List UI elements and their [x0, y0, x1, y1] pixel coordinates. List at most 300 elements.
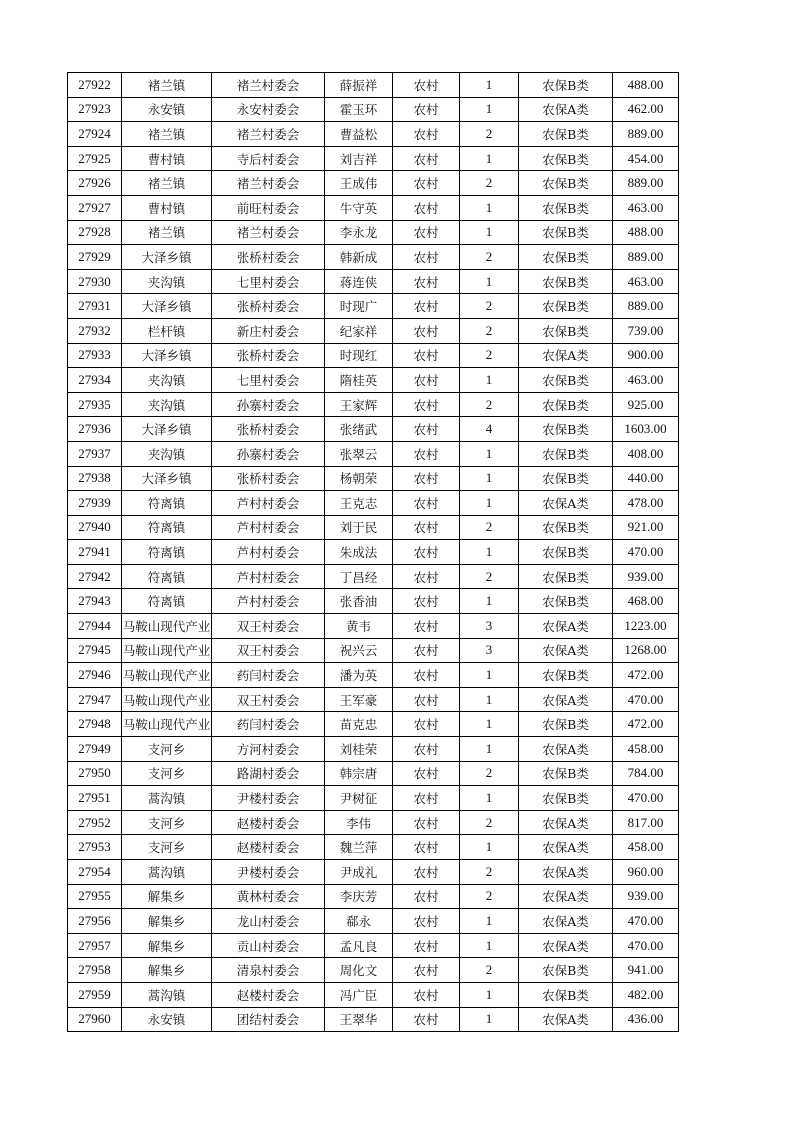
person-name: 魏兰萍	[339, 840, 378, 856]
area-type: 农村	[413, 692, 439, 708]
insurance-category: 农保A类	[542, 692, 589, 708]
village-committee: 张桥村委会	[236, 471, 300, 487]
insurance-category: 农保B类	[542, 717, 589, 733]
person-name-cell	[325, 860, 393, 885]
village-committee: 孙寨村委会	[236, 397, 300, 413]
row-id-cell	[68, 687, 122, 712]
person-name-cell	[325, 515, 393, 540]
table-row	[68, 614, 679, 639]
table-row	[68, 515, 679, 540]
person-name-cell	[325, 195, 393, 220]
table-row	[68, 761, 679, 786]
amount-cell	[613, 195, 679, 220]
insurance-category: 农保B类	[542, 520, 589, 536]
amount: 784.00	[627, 765, 664, 781]
area-type: 农村	[413, 446, 439, 462]
area-type-cell	[393, 958, 460, 983]
insurance-category-cell	[519, 368, 613, 393]
village-committee-cell	[212, 97, 325, 122]
household-count: 1	[485, 593, 493, 609]
row-id: 27933	[78, 347, 111, 363]
household-count: 1	[485, 740, 493, 756]
row-id-cell	[68, 515, 122, 540]
insurance-category: 农保B类	[542, 791, 589, 807]
person-name-cell	[325, 122, 393, 147]
table-row	[68, 97, 679, 122]
insurance-category: 农保B类	[542, 323, 589, 339]
table-row	[68, 810, 679, 835]
village-committee-cell	[212, 884, 325, 909]
household-count: 2	[485, 765, 493, 781]
town-cell	[122, 712, 212, 737]
area-type-cell	[393, 712, 460, 737]
village-committee-cell	[212, 933, 325, 958]
amount-cell	[613, 540, 679, 565]
town: 符离镇	[147, 495, 186, 511]
row-id-cell	[68, 638, 122, 663]
town: 曹村镇	[147, 151, 186, 167]
insurance-category-cell	[519, 712, 613, 737]
amount-cell	[613, 884, 679, 909]
row-id: 27941	[78, 544, 111, 560]
household-count-cell	[460, 417, 519, 442]
area-type: 农村	[413, 299, 439, 315]
village-committee-cell	[212, 220, 325, 245]
amount: 468.00	[627, 593, 664, 609]
household-count-cell	[460, 860, 519, 885]
town-cell	[122, 761, 212, 786]
row-id-cell	[68, 589, 122, 614]
table-row	[68, 884, 679, 909]
row-id-cell	[68, 982, 122, 1007]
village-committee-cell	[212, 245, 325, 270]
area-type: 农村	[413, 864, 439, 880]
row-id: 27953	[78, 839, 111, 855]
row-id-cell	[68, 491, 122, 516]
person-name-cell	[325, 712, 393, 737]
amount-cell	[613, 73, 679, 98]
household-count-cell	[460, 368, 519, 393]
town: 夹沟镇	[147, 274, 186, 290]
amount: 941.00	[627, 962, 664, 978]
village-committee: 尹楼村委会	[236, 791, 300, 807]
village-committee: 双王村委会	[236, 643, 300, 659]
row-id-cell	[68, 417, 122, 442]
household-count-cell	[460, 343, 519, 368]
area-type: 农村	[413, 963, 439, 979]
insurance-category-cell	[519, 195, 613, 220]
household-count: 1	[485, 839, 493, 855]
town-cell	[122, 564, 212, 589]
table-row	[68, 73, 679, 98]
village-committee: 双王村委会	[236, 618, 300, 634]
village-committee: 褚兰村委会	[236, 176, 300, 192]
table-row	[68, 245, 679, 270]
row-id: 27937	[78, 445, 111, 461]
person-name-cell	[325, 982, 393, 1007]
row-id: 27924	[78, 125, 111, 141]
household-count-cell	[460, 392, 519, 417]
row-id: 27936	[78, 421, 111, 437]
amount: 488.00	[627, 76, 664, 92]
household-count: 1	[485, 790, 493, 806]
amount-cell	[613, 638, 679, 663]
village-committee-cell	[212, 269, 325, 294]
insurance-category-cell	[519, 614, 613, 639]
town: 符离镇	[147, 569, 186, 585]
area-type: 农村	[413, 791, 439, 807]
village-committee-cell	[212, 909, 325, 934]
person-name: 薛振祥	[339, 77, 378, 93]
insurance-category: 农保A类	[542, 102, 589, 118]
area-type: 农村	[413, 938, 439, 954]
area-type-cell	[393, 171, 460, 196]
row-id-cell	[68, 269, 122, 294]
village-committee: 赵楼村委会	[236, 815, 300, 831]
town: 支河乡	[147, 815, 186, 831]
person-name: 郗永	[345, 913, 371, 929]
household-count: 1	[485, 224, 493, 240]
amount: 889.00	[627, 175, 664, 191]
row-id: 27945	[78, 642, 111, 658]
area-type-cell	[393, 884, 460, 909]
area-type-cell	[393, 417, 460, 442]
insurance-category-cell	[519, 933, 613, 958]
amount-cell	[613, 810, 679, 835]
village-committee: 赵楼村委会	[236, 987, 300, 1003]
town-cell	[122, 294, 212, 319]
amount-cell	[613, 245, 679, 270]
amount: 458.00	[627, 740, 664, 756]
area-type: 农村	[413, 397, 439, 413]
row-id: 27932	[78, 322, 111, 338]
table-row	[68, 220, 679, 245]
person-name: 曹益松	[339, 126, 378, 142]
area-type: 农村	[413, 274, 439, 290]
amount-cell	[613, 860, 679, 885]
table-row	[68, 368, 679, 393]
row-id: 27931	[78, 298, 111, 314]
village-committee-cell	[212, 343, 325, 368]
amount-cell	[613, 466, 679, 491]
area-type-cell	[393, 441, 460, 466]
insurance-category-cell	[519, 589, 613, 614]
person-name-cell	[325, 269, 393, 294]
insurance-category: 农保B类	[542, 299, 589, 315]
table-row	[68, 958, 679, 983]
household-count-cell	[460, 982, 519, 1007]
amount: 925.00	[627, 396, 664, 412]
household-count-cell	[460, 958, 519, 983]
amount-cell	[613, 417, 679, 442]
table-row	[68, 1007, 679, 1032]
area-type-cell	[393, 540, 460, 565]
row-id-cell	[68, 614, 122, 639]
insurance-category: 农保B类	[542, 126, 589, 142]
household-count-cell	[460, 737, 519, 762]
person-name: 刘桂荣	[339, 741, 378, 757]
area-type-cell	[393, 786, 460, 811]
area-type: 农村	[413, 913, 439, 929]
table-row	[68, 146, 679, 171]
insurance-category: 农保A类	[542, 840, 589, 856]
household-count: 1	[485, 716, 493, 732]
town: 曹村镇	[147, 200, 186, 216]
row-id: 27958	[78, 962, 111, 978]
town: 马鞍山现代产业	[122, 717, 211, 733]
town-cell	[122, 909, 212, 934]
person-name: 尹成礼	[339, 864, 378, 880]
area-type-cell	[393, 146, 460, 171]
area-type: 农村	[413, 741, 439, 757]
insurance-category: 农保A类	[542, 495, 589, 511]
household-count: 1	[485, 667, 493, 683]
village-committee-cell	[212, 761, 325, 786]
row-id-cell	[68, 343, 122, 368]
insurance-category-cell	[519, 786, 613, 811]
insurance-category-cell	[519, 515, 613, 540]
amount-cell	[613, 220, 679, 245]
town: 大泽乡镇	[141, 348, 192, 364]
row-id: 27929	[78, 248, 111, 264]
town-cell	[122, 195, 212, 220]
insurance-category-cell	[519, 761, 613, 786]
area-type: 农村	[413, 151, 439, 167]
village-committee: 贡山村委会	[236, 938, 300, 954]
row-id: 27943	[78, 593, 111, 609]
area-type: 农村	[413, 471, 439, 487]
household-count-cell	[460, 491, 519, 516]
person-name-cell	[325, 294, 393, 319]
amount: 470.00	[627, 937, 664, 953]
town: 符离镇	[147, 545, 186, 561]
amount-cell	[613, 737, 679, 762]
amount: 939.00	[627, 888, 664, 904]
village-committee: 赵楼村委会	[236, 840, 300, 856]
area-type-cell	[393, 982, 460, 1007]
village-committee: 芦村村委会	[236, 569, 300, 585]
insurance-category-cell	[519, 466, 613, 491]
row-id-cell	[68, 368, 122, 393]
village-committee-cell	[212, 294, 325, 319]
household-count: 2	[485, 519, 493, 535]
area-type-cell	[393, 687, 460, 712]
amount-cell	[613, 146, 679, 171]
amount: 472.00	[627, 667, 664, 683]
area-type-cell	[393, 663, 460, 688]
village-committee: 双王村委会	[236, 692, 300, 708]
town-cell	[122, 515, 212, 540]
village-committee-cell	[212, 73, 325, 98]
household-count-cell	[460, 909, 519, 934]
person-name: 隋桂英	[339, 372, 378, 388]
town-cell	[122, 245, 212, 270]
person-name: 张翠云	[339, 446, 378, 462]
row-id: 27926	[78, 175, 111, 191]
area-type: 农村	[413, 717, 439, 733]
village-committee-cell	[212, 171, 325, 196]
area-type-cell	[393, 761, 460, 786]
area-type-cell	[393, 97, 460, 122]
town: 褚兰镇	[147, 225, 186, 241]
household-count: 3	[485, 617, 493, 633]
household-count-cell	[460, 614, 519, 639]
row-id-cell	[68, 171, 122, 196]
amount: 458.00	[627, 839, 664, 855]
person-name-cell	[325, 146, 393, 171]
household-count-cell	[460, 441, 519, 466]
person-name-cell	[325, 786, 393, 811]
table-row	[68, 540, 679, 565]
amount: 440.00	[627, 470, 664, 486]
village-committee-cell	[212, 786, 325, 811]
row-id-cell	[68, 761, 122, 786]
area-type: 农村	[413, 569, 439, 585]
village-committee: 张桥村委会	[236, 299, 300, 315]
household-count-cell	[460, 220, 519, 245]
person-name: 潘为英	[339, 668, 378, 684]
person-name: 周化文	[339, 963, 378, 979]
household-count: 2	[485, 322, 493, 338]
table-row	[68, 195, 679, 220]
area-type: 农村	[413, 815, 439, 831]
insurance-category-cell	[519, 737, 613, 762]
village-committee: 前旺村委会	[236, 200, 300, 216]
amount-cell	[613, 269, 679, 294]
village-committee: 芦村村委会	[236, 594, 300, 610]
area-type: 农村	[413, 545, 439, 561]
village-committee: 褚兰村委会	[236, 225, 300, 241]
person-name: 纪家祥	[339, 323, 378, 339]
insurance-category-cell	[519, 884, 613, 909]
insurance-category: 农保B类	[542, 200, 589, 216]
insurance-category-cell	[519, 491, 613, 516]
amount-cell	[613, 515, 679, 540]
area-type: 农村	[413, 126, 439, 142]
amount: 1603.00	[624, 421, 667, 437]
row-id: 27925	[78, 150, 111, 166]
row-id-cell	[68, 73, 122, 98]
village-committee: 芦村村委会	[236, 545, 300, 561]
insurance-category: 农保B类	[542, 274, 589, 290]
row-id-cell	[68, 97, 122, 122]
town-cell	[122, 441, 212, 466]
person-name: 李永龙	[339, 225, 378, 241]
row-id: 27927	[78, 199, 111, 215]
household-count: 3	[485, 642, 493, 658]
row-id: 27959	[78, 986, 111, 1002]
person-name-cell	[325, 638, 393, 663]
person-name: 丁昌经	[339, 569, 378, 585]
household-count: 2	[485, 863, 493, 879]
amount-cell	[613, 171, 679, 196]
person-name: 苗克忠	[339, 717, 378, 733]
household-count-cell	[460, 269, 519, 294]
town: 马鞍山现代产业	[122, 618, 211, 634]
person-name: 韩新成	[339, 249, 378, 265]
household-count-cell	[460, 146, 519, 171]
household-count: 1	[485, 544, 493, 560]
town: 马鞍山现代产业	[122, 668, 211, 684]
insurance-category-cell	[519, 982, 613, 1007]
village-committee: 团结村委会	[236, 1012, 300, 1028]
town: 解集乡	[147, 913, 186, 929]
town-cell	[122, 491, 212, 516]
household-count-cell	[460, 589, 519, 614]
household-count: 4	[485, 421, 493, 437]
row-id: 27955	[78, 888, 111, 904]
area-type-cell	[393, 220, 460, 245]
town-cell	[122, 638, 212, 663]
row-id: 27948	[78, 716, 111, 732]
row-id-cell	[68, 835, 122, 860]
household-count: 2	[485, 347, 493, 363]
insurance-category: 农保A类	[542, 1012, 589, 1028]
table-row	[68, 860, 679, 885]
amount: 454.00	[627, 150, 664, 166]
town: 马鞍山现代产业	[122, 643, 211, 659]
insurance-category-cell	[519, 220, 613, 245]
amount-cell	[613, 614, 679, 639]
town-cell	[122, 122, 212, 147]
amount: 1223.00	[624, 617, 667, 633]
table-row	[68, 687, 679, 712]
village-committee-cell	[212, 417, 325, 442]
town: 蒿沟镇	[147, 791, 186, 807]
table-body	[68, 73, 679, 1032]
town-cell	[122, 737, 212, 762]
table-row	[68, 122, 679, 147]
town: 永安镇	[147, 102, 186, 118]
area-type-cell	[393, 835, 460, 860]
table-row	[68, 982, 679, 1007]
insurance-category: 农保A类	[542, 618, 589, 634]
household-count-cell	[460, 195, 519, 220]
person-name-cell	[325, 245, 393, 270]
row-id-cell	[68, 540, 122, 565]
town-cell	[122, 343, 212, 368]
town-cell	[122, 860, 212, 885]
insurance-category-cell	[519, 146, 613, 171]
household-count: 1	[485, 986, 493, 1002]
town-cell	[122, 540, 212, 565]
amount-cell	[613, 761, 679, 786]
amount: 960.00	[627, 863, 664, 879]
person-name: 牛守英	[339, 200, 378, 216]
village-committee-cell	[212, 687, 325, 712]
area-type-cell	[393, 122, 460, 147]
insurance-category-cell	[519, 909, 613, 934]
person-name: 孟凡良	[339, 938, 378, 954]
table-row	[68, 171, 679, 196]
insurance-category: 农保B类	[542, 545, 589, 561]
insurance-category-cell	[519, 441, 613, 466]
village-committee-cell	[212, 491, 325, 516]
town-cell	[122, 417, 212, 442]
person-name: 张绪武	[339, 422, 378, 438]
row-id-cell	[68, 909, 122, 934]
person-name: 王军豪	[339, 692, 378, 708]
person-name-cell	[325, 687, 393, 712]
amount-cell	[613, 589, 679, 614]
amount-cell	[613, 318, 679, 343]
town: 大泽乡镇	[141, 422, 192, 438]
insurance-category-cell	[519, 245, 613, 270]
town: 褚兰镇	[147, 126, 186, 142]
row-id-cell	[68, 933, 122, 958]
person-name: 韩宗唐	[339, 766, 378, 782]
area-type: 农村	[413, 594, 439, 610]
